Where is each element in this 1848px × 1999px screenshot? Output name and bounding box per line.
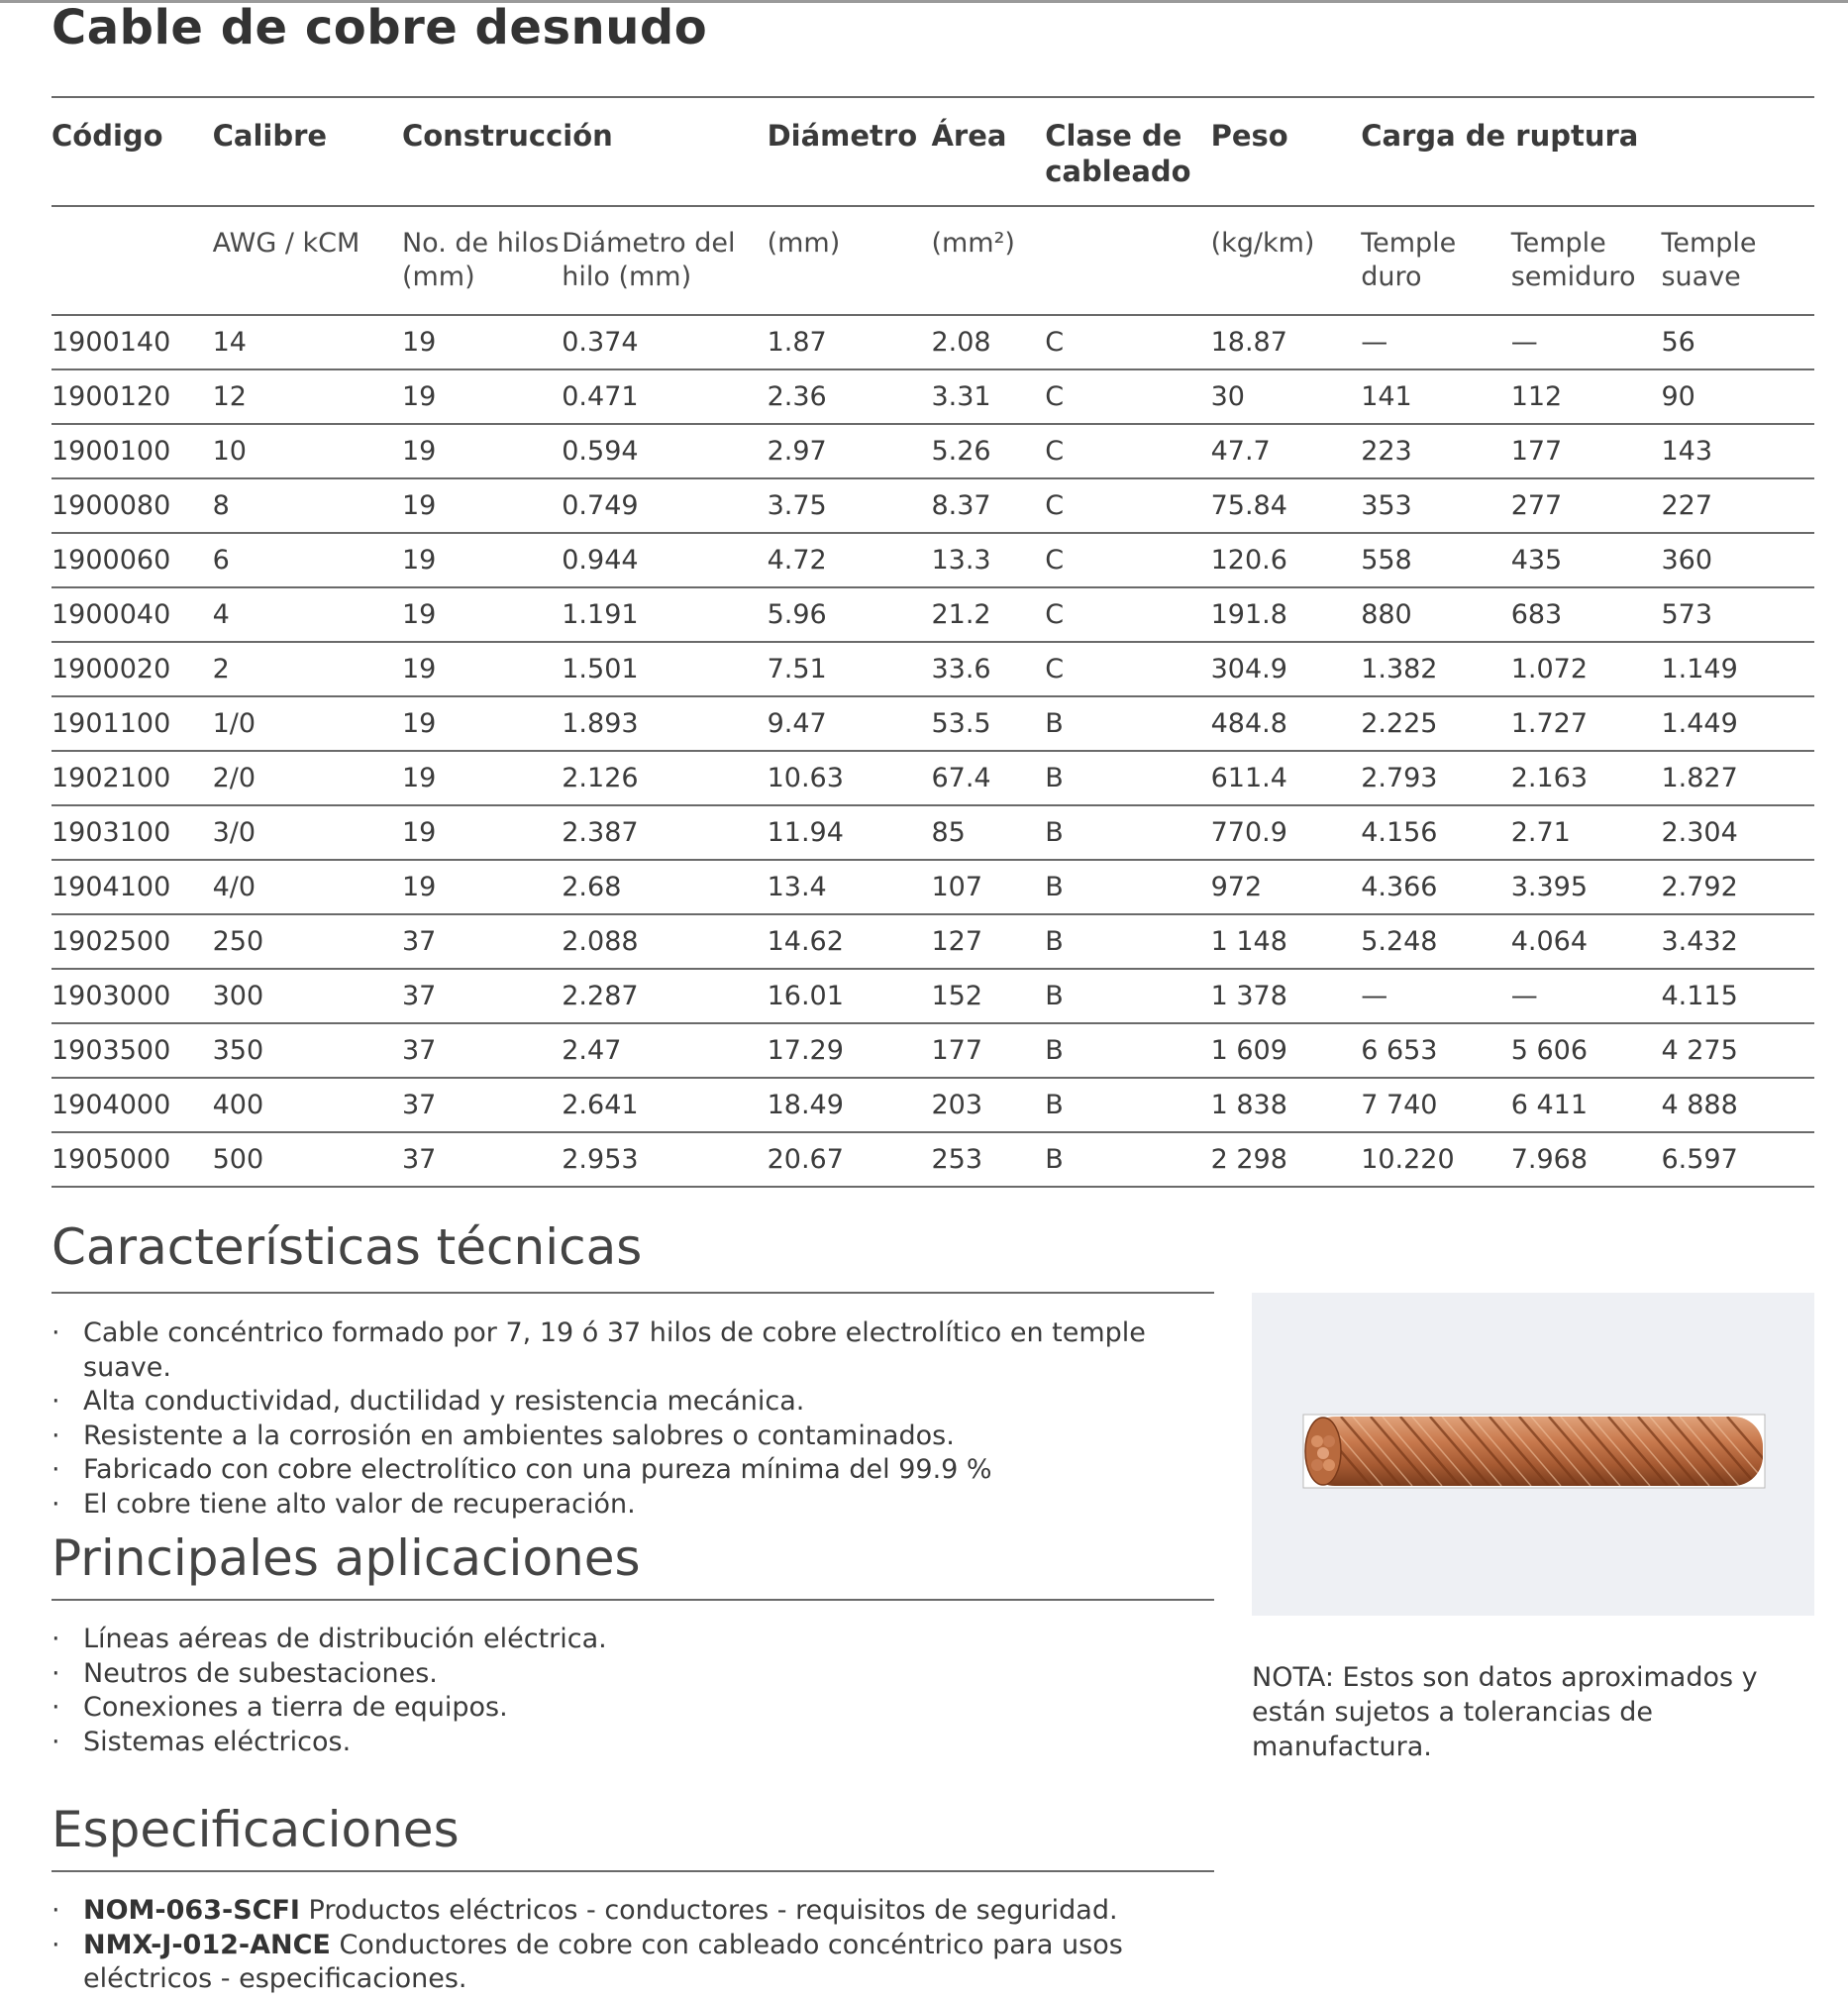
table-cell: 18.49 <box>768 1078 932 1132</box>
table-cell: 1905000 <box>51 1132 213 1187</box>
list-item <box>51 1894 1220 1929</box>
table-cell: 21.2 <box>931 587 1045 642</box>
spec-code: NMX-J-012-ANCE <box>83 1929 331 1960</box>
table-row <box>51 533 1814 587</box>
list-item: · Conexiones a tierra de equipos. <box>51 1691 1220 1726</box>
table-cell: 14 <box>213 315 402 369</box>
table-cell: 10.220 <box>1361 1132 1511 1187</box>
table-row <box>51 914 1814 969</box>
table-cell: 2.126 <box>562 751 767 805</box>
table-cell: 37 <box>402 969 562 1023</box>
table-cell: — <box>1361 969 1511 1023</box>
table-cell: 191.8 <box>1211 587 1362 642</box>
table-cell: 107 <box>931 860 1045 914</box>
table-subheader-row <box>51 206 1814 315</box>
table-cell: 400 <box>213 1078 402 1132</box>
copper-cable-image <box>1252 1293 1814 1616</box>
table-row <box>51 860 1814 914</box>
table-cell: 7 740 <box>1361 1078 1511 1132</box>
table-cell: 56 <box>1661 315 1814 369</box>
table-cell: 4.72 <box>768 533 932 587</box>
table-cell: 19 <box>402 424 562 478</box>
table-cell: 2.287 <box>562 969 767 1023</box>
list-item: · Neutros de subestaciones. <box>51 1657 1220 1692</box>
table-cell: 2.387 <box>562 805 767 860</box>
table-cell: B <box>1045 914 1210 969</box>
table-cell: 1900060 <box>51 533 213 587</box>
header-carga: Carga de ruptura <box>1361 97 1814 206</box>
table-cell: 9.47 <box>768 696 932 751</box>
table-cell: 1.149 <box>1661 642 1814 696</box>
table-cell: 37 <box>402 1023 562 1078</box>
specs-table <box>51 96 1814 1188</box>
table-cell: 1 378 <box>1211 969 1362 1023</box>
table-cell: 2.225 <box>1361 696 1511 751</box>
nota-text: NOTA: Estos son datos aproximados y están sujetos a tolerancias de manufactura. <box>1252 1662 1758 1762</box>
table-cell: 10.63 <box>768 751 932 805</box>
table-cell: 0.749 <box>562 478 767 533</box>
table-cell: 19 <box>402 533 562 587</box>
table-cell: 1900100 <box>51 424 213 478</box>
table-cell: 2.792 <box>1661 860 1814 914</box>
table-cell: 152 <box>931 969 1045 1023</box>
header-construccion: Construcción <box>402 97 768 206</box>
table-cell: 2.68 <box>562 860 767 914</box>
table-cell: B <box>1045 751 1210 805</box>
table-cell: 1.893 <box>562 696 767 751</box>
table-cell: 972 <box>1211 860 1362 914</box>
table-cell: 1903500 <box>51 1023 213 1078</box>
table-cell: B <box>1045 1023 1210 1078</box>
table-cell: C <box>1045 533 1210 587</box>
table-cell: B <box>1045 696 1210 751</box>
table-cell: 8.37 <box>931 478 1045 533</box>
list-item: · Sistemas eléctricos. <box>51 1726 1220 1760</box>
table-cell: 120.6 <box>1211 533 1362 587</box>
table-cell: 20.67 <box>768 1132 932 1187</box>
table-cell: 2.71 <box>1511 805 1662 860</box>
table-cell: C <box>1045 587 1210 642</box>
table-cell: 4.156 <box>1361 805 1511 860</box>
table-cell: 1.827 <box>1661 751 1814 805</box>
table-cell: 1.501 <box>562 642 767 696</box>
table-cell: 19 <box>402 860 562 914</box>
table-cell: B <box>1045 969 1210 1023</box>
table-row <box>51 969 1814 1023</box>
table-row <box>51 1023 1814 1078</box>
subheader-clase <box>1045 206 1210 315</box>
table-cell: C <box>1045 642 1210 696</box>
subheader-calibre: AWG / kCM <box>213 206 402 315</box>
table-cell: 1 148 <box>1211 914 1362 969</box>
list-item: · Fabricado con cobre electrolítico con una pureza mínima del 99.9 % <box>51 1453 1220 1488</box>
table-cell: 770.9 <box>1211 805 1362 860</box>
table-cell: 223 <box>1361 424 1511 478</box>
table-cell: 3.395 <box>1511 860 1662 914</box>
table-cell: 253 <box>931 1132 1045 1187</box>
table-cell: 227 <box>1661 478 1814 533</box>
table-cell: 5.248 <box>1361 914 1511 969</box>
table-cell: 75.84 <box>1211 478 1362 533</box>
table-cell: 1.87 <box>768 315 932 369</box>
table-cell: 19 <box>402 751 562 805</box>
table-cell: 112 <box>1511 369 1662 424</box>
table-cell: 1904100 <box>51 860 213 914</box>
header-codigo: Código <box>51 97 213 206</box>
table-cell: 3.75 <box>768 478 932 533</box>
table-cell: 127 <box>931 914 1045 969</box>
table-body <box>51 315 1814 1187</box>
table-cell: 1 609 <box>1211 1023 1362 1078</box>
subheader-temple-duro: Temple duro <box>1361 206 1511 315</box>
table-cell: 4/0 <box>213 860 402 914</box>
table-cell: 8 <box>213 478 402 533</box>
subheader-codigo <box>51 206 213 315</box>
spec-text: Productos eléctricos - conductores - requisitos de seguridad. <box>299 1895 1118 1926</box>
table-cell: 1903100 <box>51 805 213 860</box>
table-cell: 484.8 <box>1211 696 1362 751</box>
table-cell: 33.6 <box>931 642 1045 696</box>
table-cell: 3.31 <box>931 369 1045 424</box>
especificaciones-title: Especificaciones <box>51 1801 460 1858</box>
table-cell: 6.597 <box>1661 1132 1814 1187</box>
table-row <box>51 1078 1814 1132</box>
table-row <box>51 315 1814 369</box>
table-cell: 1901100 <box>51 696 213 751</box>
table-cell: 7.968 <box>1511 1132 1662 1187</box>
table-cell: 6 <box>213 533 402 587</box>
list-item: · Cable concéntrico formado por 7, 19 ó 37 hilos de cobre electrolítico en temple suave. <box>51 1316 1220 1385</box>
header-peso: Peso <box>1211 97 1362 206</box>
table-cell: 2.47 <box>562 1023 767 1078</box>
table-cell: 19 <box>402 478 562 533</box>
table-cell: 1.072 <box>1511 642 1662 696</box>
table-cell: 7.51 <box>768 642 932 696</box>
table-cell: — <box>1361 315 1511 369</box>
table-row <box>51 478 1814 533</box>
table-cell: 4 275 <box>1661 1023 1814 1078</box>
table-cell: B <box>1045 1132 1210 1187</box>
subheader-hilos: No. de hilos (mm) <box>402 206 562 315</box>
subheader-diametro-hilo: Diámetro del hilo (mm) <box>562 206 767 315</box>
subheader-area: (mm²) <box>931 206 1045 315</box>
table-cell: 573 <box>1661 587 1814 642</box>
table-cell: 1 838 <box>1211 1078 1362 1132</box>
table-cell: 1.191 <box>562 587 767 642</box>
table-cell: 0.944 <box>562 533 767 587</box>
table-cell: 6 411 <box>1511 1078 1662 1132</box>
table-cell: 1/0 <box>213 696 402 751</box>
cable-photo <box>1252 1293 1814 1616</box>
table-cell: 0.471 <box>562 369 767 424</box>
table-cell: 14.62 <box>768 914 932 969</box>
table-cell: 30 <box>1211 369 1362 424</box>
table-cell: 19 <box>402 696 562 751</box>
header-diametro: Diámetro <box>768 97 932 206</box>
table-row <box>51 696 1814 751</box>
table-cell: 6 653 <box>1361 1023 1511 1078</box>
table-cell: 1.382 <box>1361 642 1511 696</box>
table-cell: 18.87 <box>1211 315 1362 369</box>
aplicaciones-rule <box>51 1599 1214 1601</box>
table-cell: — <box>1511 315 1662 369</box>
table-cell: 2/0 <box>213 751 402 805</box>
list-item: · Líneas aéreas de distribución eléctrica. <box>51 1623 1220 1657</box>
table-cell: 880 <box>1361 587 1511 642</box>
table-cell: 11.94 <box>768 805 932 860</box>
table-cell: 250 <box>213 914 402 969</box>
list-item: · El cobre tiene alto valor de recuperación. <box>51 1488 1220 1523</box>
caracteristicas-rule <box>51 1292 1214 1294</box>
table-cell: — <box>1511 969 1662 1023</box>
especificaciones-rule <box>51 1870 1214 1872</box>
list-item: · Alta conductividad, ductilidad y resistencia mecánica. <box>51 1385 1220 1420</box>
table-cell: 37 <box>402 914 562 969</box>
table-cell: 2.641 <box>562 1078 767 1132</box>
table-cell: 19 <box>402 369 562 424</box>
table-cell: 3.432 <box>1661 914 1814 969</box>
table-cell: 558 <box>1361 533 1511 587</box>
table-cell: 143 <box>1661 424 1814 478</box>
table-cell: 4 888 <box>1661 1078 1814 1132</box>
table-row <box>51 587 1814 642</box>
table-cell: 2.36 <box>768 369 932 424</box>
table-cell: 353 <box>1361 478 1511 533</box>
table-cell: 1904000 <box>51 1078 213 1132</box>
table-row <box>51 369 1814 424</box>
table-cell: 203 <box>931 1078 1045 1132</box>
header-area: Área <box>931 97 1045 206</box>
spec-text: Conductores de cobre con cableado concéntrico para usos eléctricos - especificaciones. <box>83 1929 1123 1994</box>
table-cell: 5 606 <box>1511 1023 1662 1078</box>
table-cell: 16.01 <box>768 969 932 1023</box>
table-cell: 0.594 <box>562 424 767 478</box>
table-cell: 2.793 <box>1361 751 1511 805</box>
table-cell: 277 <box>1511 478 1662 533</box>
caracteristicas-list <box>51 1316 1220 1522</box>
table-cell: 10 <box>213 424 402 478</box>
table-cell: 0.374 <box>562 315 767 369</box>
table-cell: C <box>1045 478 1210 533</box>
table-cell: 1900040 <box>51 587 213 642</box>
subheader-temple-semiduro: Temple semiduro <box>1511 206 1662 315</box>
especificaciones-list <box>51 1894 1220 1997</box>
table-cell: 19 <box>402 587 562 642</box>
table-cell: 1900120 <box>51 369 213 424</box>
table-cell: 611.4 <box>1211 751 1362 805</box>
table-cell: 435 <box>1511 533 1662 587</box>
table-cell: 2.953 <box>562 1132 767 1187</box>
table-cell: 4.064 <box>1511 914 1662 969</box>
table-cell: 350 <box>213 1023 402 1078</box>
table-row <box>51 751 1814 805</box>
table-cell: 141 <box>1361 369 1511 424</box>
table-cell: 3/0 <box>213 805 402 860</box>
table-cell: 2 <box>213 642 402 696</box>
list-item <box>51 1929 1220 1997</box>
table-cell: 5.96 <box>768 587 932 642</box>
table-cell: 1900140 <box>51 315 213 369</box>
table-cell: 19 <box>402 805 562 860</box>
table-header-row <box>51 97 1814 206</box>
table-cell: 13.4 <box>768 860 932 914</box>
table-cell: 19 <box>402 315 562 369</box>
table-row <box>51 424 1814 478</box>
table-cell: 1903000 <box>51 969 213 1023</box>
table-cell: 1900020 <box>51 642 213 696</box>
header-clase: Clase de cableado <box>1045 97 1210 206</box>
table-cell: B <box>1045 1078 1210 1132</box>
table-cell: 1.449 <box>1661 696 1814 751</box>
table-cell: 90 <box>1661 369 1814 424</box>
subheader-peso: (kg/km) <box>1211 206 1362 315</box>
table-cell: 12 <box>213 369 402 424</box>
header-calibre: Calibre <box>213 97 402 206</box>
table-cell: 2.304 <box>1661 805 1814 860</box>
table-cell: B <box>1045 805 1210 860</box>
table-cell: B <box>1045 860 1210 914</box>
subheader-temple-suave: Temple suave <box>1661 206 1814 315</box>
table-cell: 1902500 <box>51 914 213 969</box>
table-row <box>51 1132 1814 1187</box>
aplicaciones-title: Principales aplicaciones <box>51 1529 641 1587</box>
table-cell: 53.5 <box>931 696 1045 751</box>
table-cell: 2 298 <box>1211 1132 1362 1187</box>
table-cell: 177 <box>1511 424 1662 478</box>
table-cell: 304.9 <box>1211 642 1362 696</box>
table-cell: 1900080 <box>51 478 213 533</box>
table-cell: C <box>1045 424 1210 478</box>
table-cell: 4 <box>213 587 402 642</box>
table-cell: 4.115 <box>1661 969 1814 1023</box>
table-cell: 300 <box>213 969 402 1023</box>
table-cell: 37 <box>402 1078 562 1132</box>
table-cell: 1902100 <box>51 751 213 805</box>
table-row <box>51 805 1814 860</box>
table-cell: 4.366 <box>1361 860 1511 914</box>
subheader-diametro: (mm) <box>768 206 932 315</box>
table-row <box>51 642 1814 696</box>
table-cell: 19 <box>402 642 562 696</box>
page-title: Cable de cobre desnudo <box>51 0 708 55</box>
table-cell: C <box>1045 315 1210 369</box>
table-cell: 5.26 <box>931 424 1045 478</box>
table-cell: 500 <box>213 1132 402 1187</box>
table-cell: 2.08 <box>931 315 1045 369</box>
table-cell: 1.727 <box>1511 696 1662 751</box>
table-cell: 67.4 <box>931 751 1045 805</box>
table-cell: 2.088 <box>562 914 767 969</box>
table-cell: 17.29 <box>768 1023 932 1078</box>
table-cell: 2.97 <box>768 424 932 478</box>
table-cell: 47.7 <box>1211 424 1362 478</box>
spec-code: NOM-063-SCFI <box>83 1895 300 1926</box>
list-item: · Resistente a la corrosión en ambientes salobres o contaminados. <box>51 1420 1220 1454</box>
table-cell: 683 <box>1511 587 1662 642</box>
table-cell: 85 <box>931 805 1045 860</box>
table-cell: 2.163 <box>1511 751 1662 805</box>
table-cell: 13.3 <box>931 533 1045 587</box>
table-cell: 360 <box>1661 533 1814 587</box>
table-cell: 177 <box>931 1023 1045 1078</box>
caracteristicas-title: Características técnicas <box>51 1218 643 1276</box>
aplicaciones-list <box>51 1623 1220 1759</box>
table-cell: C <box>1045 369 1210 424</box>
table-cell: 37 <box>402 1132 562 1187</box>
